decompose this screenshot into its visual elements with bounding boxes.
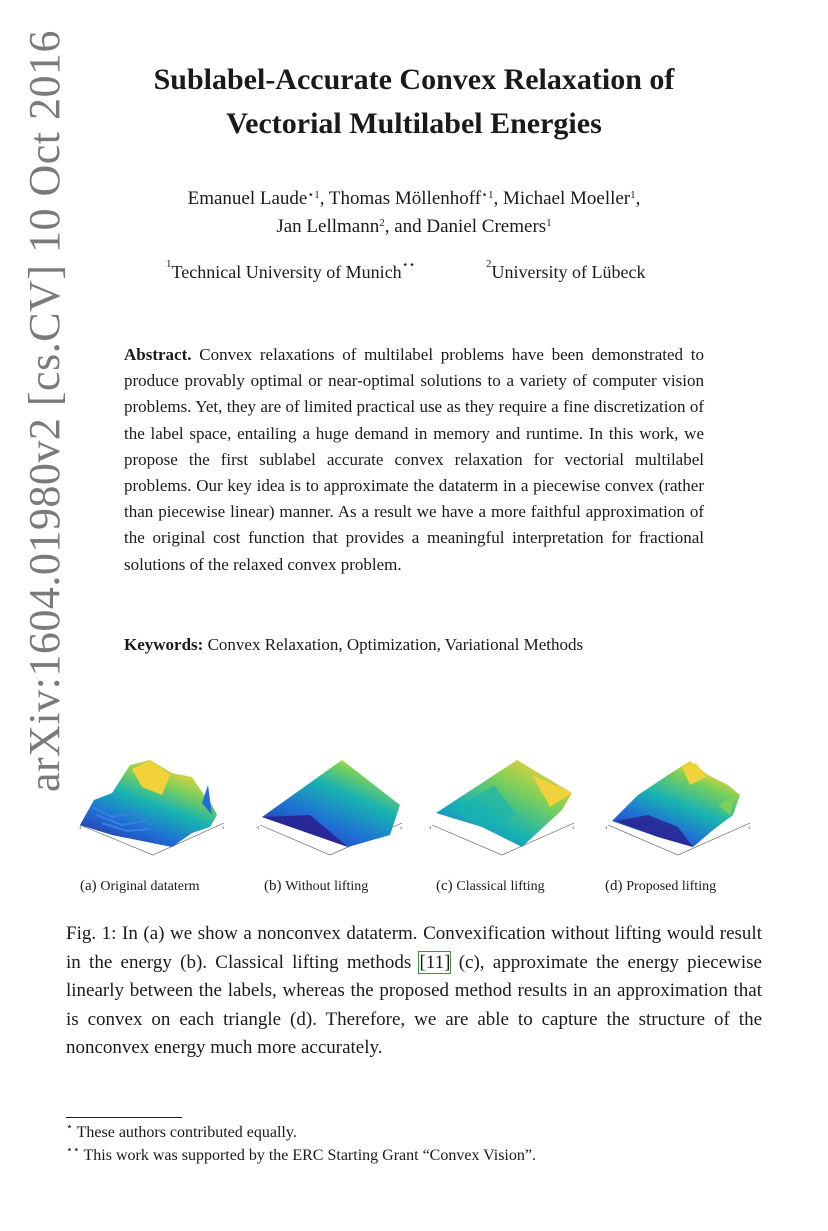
subcaption-tag: (d) [605, 878, 623, 894]
keywords-label: Keywords: [124, 635, 204, 654]
svg-text:4: 4 [222, 825, 224, 830]
abstract-label: Abstract. [124, 345, 192, 364]
subcaption-text: Original dataterm [100, 879, 200, 894]
svg-text:4: 4 [748, 825, 750, 830]
affiliation-2 [486, 258, 646, 283]
affiliation-2-name: University of Lübeck [491, 262, 646, 282]
subcaption-text: Proposed lifting [626, 879, 717, 894]
svg-text:4: 4 [400, 825, 402, 830]
author-4: Jan Lellmann [276, 216, 380, 237]
svg-text:-4: -4 [604, 825, 608, 830]
svg-text:-4: -4 [78, 825, 82, 830]
subcaption-text: Classical lifting [456, 879, 545, 894]
keywords [124, 632, 704, 658]
author-5-mark: 1 [546, 217, 552, 229]
author-3-mark: 1 [630, 189, 636, 201]
figure-panel-c [422, 755, 584, 870]
svg-text:-4: -4 [256, 825, 260, 830]
subcaption-b [264, 878, 368, 895]
affiliation-2-mark: 2 [486, 258, 492, 270]
author-3: Michael Moeller [502, 188, 631, 209]
abstract [124, 342, 704, 578]
author-1: Emanuel Laude [187, 188, 308, 209]
caption-text-post: (c), approximate the energy piecewise linearly between the labels, whereas the proposed method results in an approximation that is convex on each triangle (d). Therefore, we are able to capture the structure of the nonconvex energy much more accurately. [66, 951, 762, 1059]
figure-panel-a [72, 755, 234, 870]
author-5: Daniel Cremers [426, 216, 547, 237]
subcaption-tag: (c) [436, 878, 453, 894]
figure-panel-b [250, 755, 412, 870]
author-sep: , and [384, 216, 427, 237]
paper-title [100, 58, 728, 146]
subcaption-c [436, 878, 545, 895]
abstract-text: Convex relaxations of multilabel problems have been demonstrated to produce provably optimal or near-optimal solutions to a variety of computer vision problems. Yet, they are of limited practical use as they require a fine discretization of the label space, entailing a huge demand in memory and runtime. In this work, we propose the first sublabel accurate convex relaxation for vectorial multilabel problems. Our key idea is to approximate the dataterm in a piecewise convex (rather than piecewise linear) manner. As a result we have a more faithful approximation of the original cost function that provides a meaningful interpretation for fractional solutions of the relaxed convex problem. [124, 345, 704, 574]
svg-text:-4: -4 [428, 825, 432, 830]
subcaption-text: Without lifting [285, 879, 369, 894]
author-4-mark: 2 [379, 217, 385, 229]
affiliation-1-name: Technical University of Munich [171, 262, 402, 282]
footnote-rule [66, 1117, 182, 1118]
footnote-1-mark: ⋆ [66, 1121, 73, 1133]
footnote-2-text: This work was supported by the ERC Starting Grant “Convex Vision”. [83, 1147, 536, 1164]
footnote-2 [66, 1144, 536, 1165]
figure-panel-d [598, 755, 760, 870]
footnote-1 [66, 1121, 297, 1142]
caption-text-pre: Fig. 1: In (a) we show a nonconvex dataterm. Convexification without lifting would result in the energy (b). Classical lifting methods [66, 923, 762, 973]
subcaption-tag: (a) [80, 878, 97, 894]
author-sep: , [635, 188, 641, 209]
author-list [100, 185, 728, 241]
figure-caption [66, 920, 762, 1063]
footnote-1-text: These authors contributed equally. [76, 1124, 297, 1141]
subcaption-d [605, 878, 716, 895]
affiliation-1 [166, 258, 416, 283]
author-2: Thomas Möllenhoff [328, 188, 482, 209]
author-2-mark: ⋆1 [481, 189, 494, 201]
svg-text:4: 4 [572, 825, 574, 830]
title-line-2: Vectorial Multilabel Energies [226, 107, 602, 140]
author-sep: , [493, 188, 503, 209]
affiliation-1-note: ⋆⋆ [401, 259, 416, 271]
author-sep: , [319, 188, 329, 209]
keywords-text: Convex Relaxation, Optimization, Variational Methods [207, 635, 584, 654]
footnote-2-mark: ⋆⋆ [66, 1144, 80, 1156]
title-line-1: Sublabel-Accurate Convex Relaxation of [153, 63, 675, 96]
citation-link[interactable]: [11] [419, 951, 451, 973]
subcaption-tag: (b) [264, 878, 282, 894]
affiliation-1-mark: 1 [166, 258, 172, 270]
subcaption-a [80, 878, 200, 895]
arxiv-stamp: arXiv:1604.01980v2 [cs.CV] 10 Oct 2016 [20, 29, 69, 792]
author-1-mark: ⋆1 [307, 189, 320, 201]
